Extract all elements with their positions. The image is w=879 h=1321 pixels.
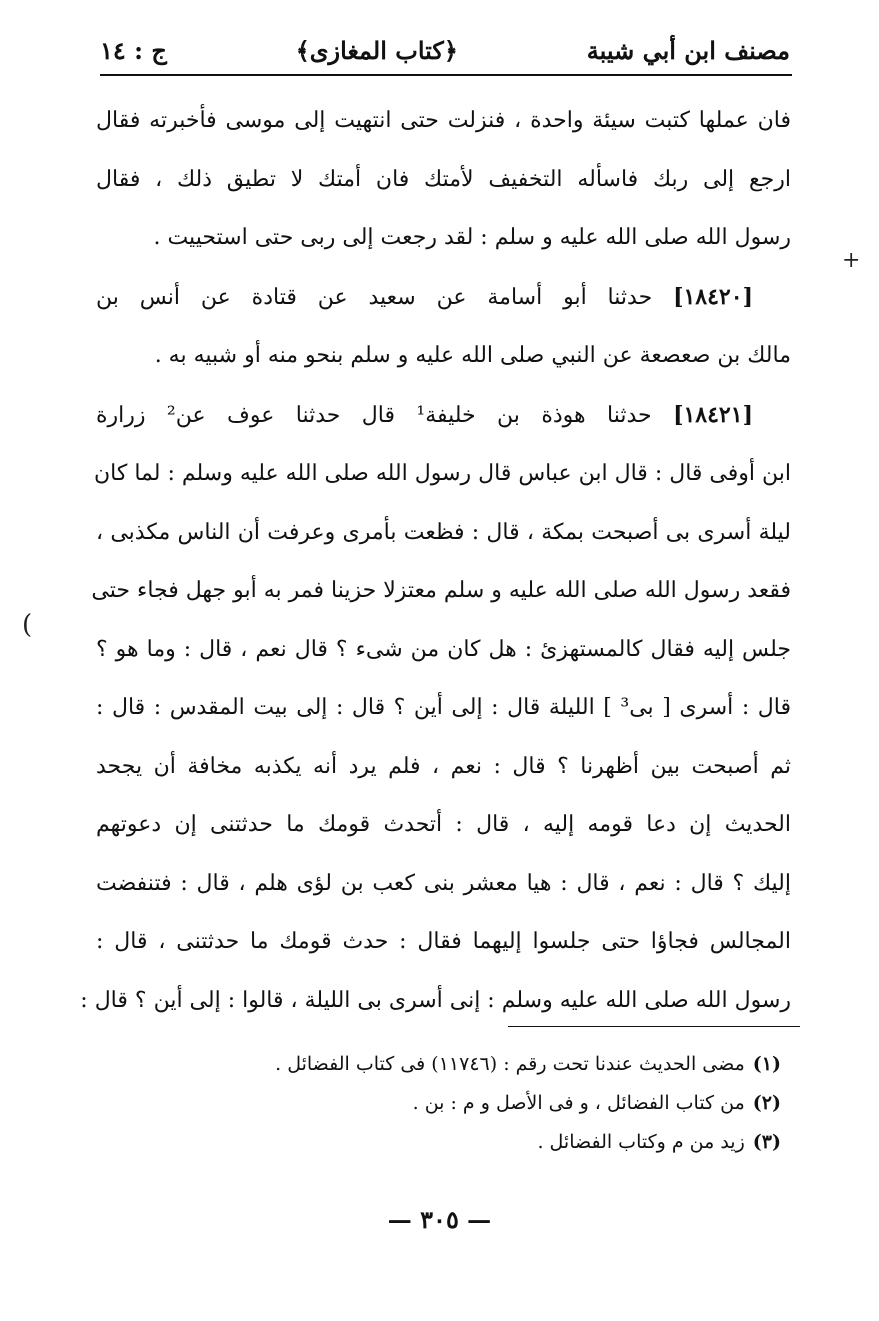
margin-cross-mark: + bbox=[842, 248, 861, 273]
paragraph bbox=[96, 268, 791, 386]
text-line: الحديث إن دعا قومه إليه ، قال : أتحدث قومك ما حدثتنى إن دعوتهم bbox=[96, 812, 791, 837]
header-rule bbox=[100, 74, 792, 76]
footnote-text: زيد من م وكتاب الفضائل . bbox=[537, 1131, 745, 1153]
page-header bbox=[100, 28, 790, 72]
footnote bbox=[221, 1084, 781, 1123]
text-line bbox=[96, 268, 791, 328]
text-line: فان عملها كتبت سيئة واحدة ، فنزلت حتى انتهيت إلى موسى فأخبرته فقال bbox=[96, 108, 791, 133]
text-line: قال : أسرى [ بى³ ] الليلة قال : إلى أين ؟ قال : إلى بيت المقدس : قال : bbox=[96, 695, 792, 720]
footnote-number: (٣) bbox=[752, 1131, 781, 1153]
paragraph bbox=[96, 92, 791, 268]
footnotes bbox=[221, 1045, 781, 1162]
footnote-number: (١) bbox=[752, 1053, 781, 1075]
margin-paren-mark: ) bbox=[22, 610, 33, 640]
hadith-number: [١٨٤٢١] bbox=[673, 401, 753, 428]
text-line: ارجع إلى ربك فاسأله التخفيف لأمتك فان أمتك لا تطيق ذلك ، فقال bbox=[96, 166, 791, 192]
paragraph bbox=[80, 386, 792, 1031]
footnote bbox=[221, 1123, 781, 1162]
book-title: مصنف ابن أبي شيبة bbox=[586, 35, 790, 65]
text-line bbox=[96, 386, 791, 446]
text-line: ثم أصبحت بين أظهرنا ؟ قال : نعم ، فلم يرد أنه يكذبه مخافة أن يجحد bbox=[96, 753, 792, 779]
text-line: إليك ؟ قال : نعم ، قال : هيا معشر بنى كعب بن لؤى هلم ، قال : فتنفضت bbox=[96, 870, 791, 896]
footnote-text: من كتاب الفضائل ، و فى الأصل و م : بن . bbox=[412, 1092, 745, 1114]
section-title: ﴿كتاب المغازى﴾ bbox=[295, 35, 458, 65]
volume-number: ج : ١٤ bbox=[100, 35, 167, 65]
footnote-rule bbox=[508, 1026, 800, 1027]
text-line: مالك بن صعصعة عن النبي صلى الله عليه و سلم بنحو منه أو شبيه به . bbox=[154, 343, 791, 368]
text-line-content: حدثنا أبو أسامة عن سعيد عن قتادة عن أنس بن bbox=[96, 284, 653, 310]
page-number: — ٣٠٥ — bbox=[387, 1205, 492, 1234]
text-line: رسول الله صلى الله عليه وسلم : إنى أسرى بى الليلة ، قالوا : إلى أين ؟ قال : bbox=[80, 987, 791, 1013]
text-line: ابن أوفى قال : قال ابن عباس قال رسول الله صلى الله عليه وسلم : لما كان bbox=[94, 461, 791, 486]
footnote-number: (٢) bbox=[752, 1092, 781, 1114]
text-line: جلس إليه فقال كالمستهزئ : هل كان من شىء ؟ قال نعم ، قال : وما هو ؟ bbox=[96, 636, 791, 662]
text-line-content: حدثنا هوذة بن خليفة¹ قال حدثنا عوف عن² زرارة bbox=[96, 402, 652, 428]
body-text bbox=[80, 92, 792, 1030]
hadith-number: [١٨٤٢٠] bbox=[673, 283, 753, 310]
footnote bbox=[221, 1045, 781, 1084]
text-line: فقعد رسول الله صلى الله عليه و سلم معتزلا حزينا فمر به أبو جهل فجاء حتى bbox=[91, 578, 791, 603]
footnote-text: مضى الحديث عندنا تحت رقم : (١١٧٤٦) فى كتاب الفضائل . bbox=[275, 1053, 745, 1075]
text-line: المجالس فجاؤا حتى جلسوا إليهما فقال : حدث قومك ما حدثتنى ، قال : bbox=[96, 929, 791, 954]
text-line: رسول الله صلى الله عليه و سلم : لقد رجعت إلى ربى حتى استحييت . bbox=[153, 225, 791, 250]
text-line: ليلة أسرى بى أصبحت بمكة ، قال : فظعت بأمرى وعرفت أن الناس مكذبى ، bbox=[96, 519, 791, 545]
